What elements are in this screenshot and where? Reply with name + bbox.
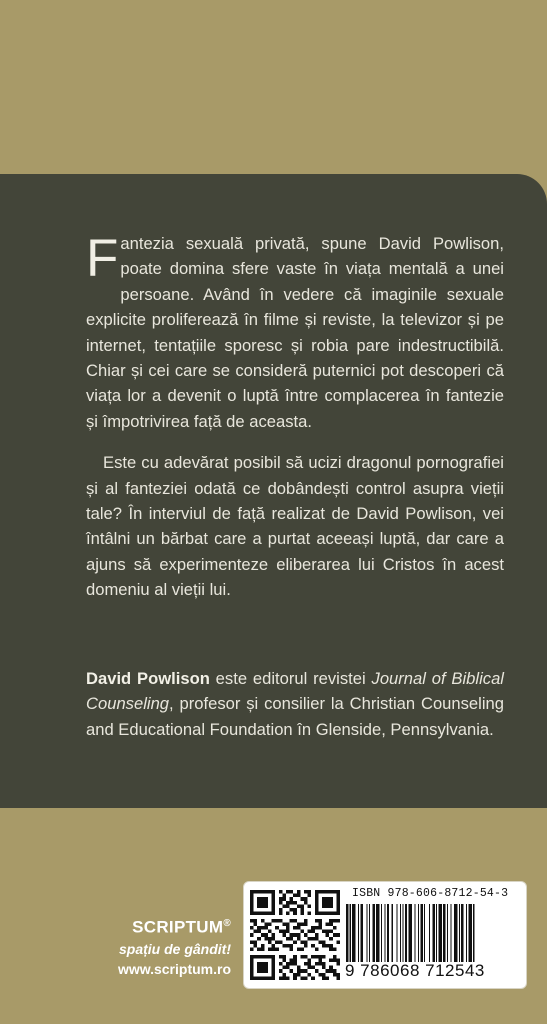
journal-title: Journal of Biblical Counseling (86, 669, 504, 714)
barcode-bar (372, 904, 374, 962)
barcode-bar (384, 904, 385, 962)
barcode-bar (461, 904, 463, 962)
description-text (86, 231, 504, 603)
barcode-bar (350, 904, 351, 962)
barcode-bar (450, 904, 451, 962)
drop-cap: F (86, 229, 119, 288)
description-paragraph-2: Este cu adevărat posibil să ucizi dragonul pornografiei și al fanteziei odată ce dobândești control asupra vieții tale? În interviul de față realizat de David Powlison, vei întâlni un bărbat care a purtat aceeași luptă, dar care a ajuns să experimenteze eliberarea lui Cristos în acest domeniu al vieții lui. (86, 453, 504, 600)
barcode-bar (392, 904, 393, 962)
barcode-bar (400, 904, 401, 962)
registered-mark: ® (223, 918, 231, 929)
barcode-bar (358, 904, 359, 962)
barcode-bar (459, 904, 460, 962)
publisher-logo-text: SCRIPTUM (132, 917, 224, 937)
barcode-bar (468, 904, 472, 962)
bio-text-2: , profesor și consilier la Christian Counseling and Educational Foundation în Glenside, Pennsylvania. (86, 694, 504, 739)
barcode-bar (420, 904, 422, 962)
barcode-bar (418, 904, 419, 962)
barcode-bar (376, 904, 380, 962)
barcode-bar (436, 904, 437, 962)
barcode-bar (352, 904, 356, 962)
barcode-bar (438, 904, 442, 962)
author-name: David Powlison (86, 669, 210, 688)
paragraph-1-text: antezia sexuală privată, spune David Powlison, poate domina sfere vaste în viața mentală a unei persoane. Având în vedere că imaginile sexuale explicite proliferează în filme și reviste, la televizor și pe internet, tentațiile sporesc și robia pare indestructibilă. Chiar și cei care se consideră puternici pot descoperi că viața lor a devenit o luptă între complacerea în fantezie și împotrivirea față de aceasta. (86, 234, 504, 431)
barcode-icon (344, 904, 520, 962)
barcode-bar (454, 904, 458, 962)
barcode-bar (405, 904, 407, 962)
qr-code-icon (250, 890, 340, 980)
barcode-bar (366, 904, 367, 962)
barcode-bar (396, 904, 397, 962)
barcode-bar (402, 904, 403, 962)
barcode-bar (429, 904, 430, 962)
barcode-bar (408, 904, 412, 962)
isbn-text: ISBN 978-606-8712-54-3 (352, 887, 509, 900)
description-paragraph-1 (86, 231, 504, 434)
publisher-url: www.scriptum.ro (117, 960, 231, 977)
barcode-bar (424, 904, 425, 962)
barcode-bar (432, 904, 434, 962)
code-box (243, 881, 527, 989)
barcode-bar (466, 904, 467, 962)
barcode-bar (387, 904, 389, 962)
author-bio (86, 666, 504, 742)
barcode-bar (473, 904, 474, 962)
barcode-bar (447, 904, 448, 962)
barcode-bar (369, 904, 370, 962)
barcode-bar (381, 904, 382, 962)
publisher-tagline: spațiu de gândit! (119, 940, 231, 957)
barcode-bar (346, 904, 348, 962)
barcode-bar (414, 904, 415, 962)
publisher-block (118, 913, 231, 979)
barcode-bar (360, 904, 362, 962)
ean-number: 9 786068 712543 (345, 961, 485, 980)
barcode-bar (443, 904, 445, 962)
bio-text-1: este editorul revistei (209, 669, 372, 688)
publisher-name (118, 913, 231, 939)
